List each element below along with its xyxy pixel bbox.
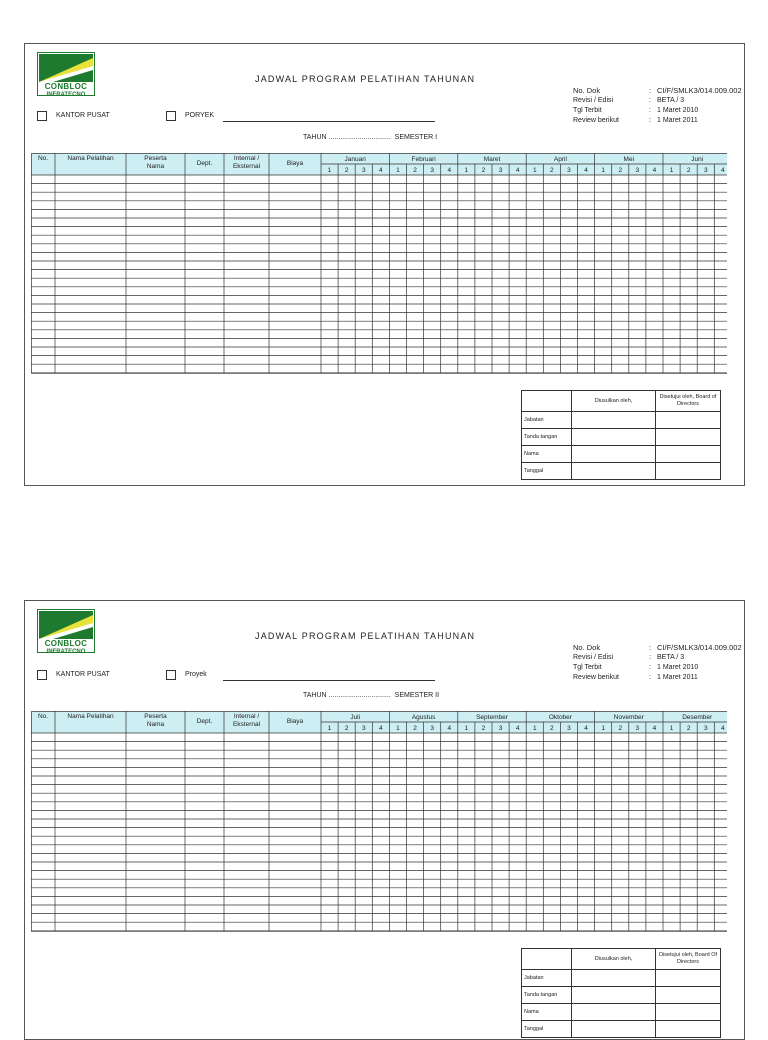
week-header: 4 <box>379 725 383 732</box>
company-logo <box>37 52 95 96</box>
week-header: 4 <box>652 725 657 732</box>
sig-cell[interactable] <box>656 1004 720 1020</box>
week-header: 1 <box>532 167 537 174</box>
week-header: 3 <box>498 167 503 174</box>
column-header: Peserta Nama <box>144 155 167 170</box>
week-header: 4 <box>515 725 520 732</box>
month-header: Desember <box>682 714 713 721</box>
sig-row-label: Tanggal <box>522 1021 572 1037</box>
sig-row-label: Jabatan <box>522 970 572 986</box>
kantor-pusat-label: KANTOR PUSAT <box>56 671 110 678</box>
sig-cell[interactable] <box>572 463 656 479</box>
month-header: November <box>613 714 644 721</box>
sig-row-label: Nama <box>522 446 572 462</box>
month-header: Februari <box>411 156 436 163</box>
proyek-label: Proyek <box>185 671 207 678</box>
semester-label: SEMESTER I <box>394 134 438 141</box>
week-header: 1 <box>601 167 605 174</box>
sig-cell[interactable] <box>656 412 720 428</box>
tahun-field[interactable]: TAHUN ................................ <box>303 134 391 141</box>
week-header: 3 <box>635 725 640 732</box>
signature-table <box>521 390 721 480</box>
semester-label: SEMESTER II <box>394 692 440 699</box>
approved-by-header: Disetujui oleh, Board of Directors <box>659 394 717 407</box>
week-header: 3 <box>498 725 503 732</box>
week-header: 3 <box>703 167 708 174</box>
sig-cell[interactable] <box>656 1021 720 1037</box>
schedule-table <box>31 153 727 379</box>
column-header: Dept. <box>196 160 213 167</box>
week-header: 2 <box>413 725 417 732</box>
week-header: 3 <box>361 167 366 174</box>
week-header: 1 <box>327 725 332 732</box>
sig-row-label: Tanda tangan <box>522 987 572 1003</box>
month-header: April <box>553 156 567 163</box>
sig-cell[interactable] <box>572 412 656 428</box>
tahun-semester <box>303 134 437 141</box>
sig-cell[interactable] <box>656 429 720 445</box>
logo-text-line2: INFRATECNO <box>46 92 86 98</box>
month-header: Maret <box>483 156 501 163</box>
sig-cell[interactable] <box>572 1004 656 1020</box>
tahun-semester <box>303 692 439 699</box>
form-title: JADWAL PROGRAM PELATIHAN TAHUNAN <box>255 631 476 641</box>
week-header: 1 <box>464 725 469 732</box>
week-header: 2 <box>550 167 554 174</box>
proyek-name-field[interactable] <box>223 680 435 681</box>
month-header: Mei <box>623 156 635 163</box>
week-header: 4 <box>379 167 383 174</box>
form-semester-2: CONBLOC INFRATECNO JADWAL PROGRAM PELATIHAN TAHUNAN No. Dok : CI/F/SMLK3/014.009.002 Revisi / Edisi : BETA / 3 Tgl Terbit : 1 Maret 2010 Review berikut : 1 Maret 2011 KANTOR PUSAT Proyek TAHUN ................................ SEMESTER II No. Nama Pelatihan Peserta Nama Dept. Internal / Eksternal Biaya Juli 1 2 3 4 Agustus 1 2 3 4 September 1 2 3 4 Oktober 1 2 3 4 November 1 2 3 4 Desember 1 2 3 4 Diusulkan oleh, Disetujui oleh, Board Of Directors Jabatan Tanda tangan Nama Tanggal <box>24 600 745 1040</box>
month-header: Juni <box>691 156 704 163</box>
logo-text-line1: CONBLOC <box>44 82 88 91</box>
sig-row-label: Nama <box>522 1004 572 1020</box>
sig-cell[interactable] <box>656 446 720 462</box>
week-header: 1 <box>669 167 674 174</box>
week-header: 1 <box>327 167 332 174</box>
column-header: Nama Pelatihan <box>67 713 114 720</box>
sig-row-label: Jabatan <box>522 412 572 428</box>
week-header: 1 <box>396 167 400 174</box>
month-header: Oktober <box>548 714 572 721</box>
column-header: Biaya <box>286 718 304 725</box>
proposed-by-header: Diusulkan oleh, <box>572 391 656 411</box>
week-header: 3 <box>567 167 571 174</box>
column-header: Internal / Eksternal <box>232 155 261 170</box>
week-header: 3 <box>635 167 640 174</box>
tahun-field[interactable]: TAHUN ................................ <box>303 692 391 699</box>
column-header: No. <box>37 713 49 720</box>
column-header: Biaya <box>286 160 304 167</box>
week-header: 3 <box>567 725 571 732</box>
column-header: Peserta Nama <box>144 713 167 728</box>
month-header: Juli <box>350 714 361 721</box>
form-semester-1: CONBLOC INFRATECNO JADWAL PROGRAM PELATIHAN TAHUNAN No. Dok : CI/F/SMLK3/014.009.002 Revisi / Edisi : BETA / 3 Tgl Terbit : 1 Maret 2010 Review berikut : 1 Maret 2011 KANTOR PUSAT PORYEK TAHUN ................................ SEMESTER I No. Nama Pelatihan Peserta Nama Dept. Internal / Eksternal Biaya Januari 1 2 3 4 Februari 1 2 3 4 Maret 1 2 3 4 April 1 2 3 4 Mei 1 2 3 4 Juni 1 2 3 4 Diusulkan oleh, Disetujui oleh, Board of Directors Jabatan Tanda tangan Nama Tanggal <box>24 43 745 486</box>
week-header: 3 <box>430 167 434 174</box>
week-header: 2 <box>618 725 623 732</box>
kantor-pusat-label: KANTOR PUSAT <box>56 112 110 119</box>
sig-cell[interactable] <box>656 970 720 986</box>
logo-text-line2: INFRATECNO <box>46 649 86 655</box>
week-header: 1 <box>464 167 469 174</box>
month-header: September <box>476 714 508 721</box>
sig-cell[interactable] <box>572 970 656 986</box>
week-header: 2 <box>550 725 554 732</box>
week-header: 4 <box>721 725 725 732</box>
week-header: 4 <box>584 725 588 732</box>
column-header: Internal / Eksternal <box>232 713 261 728</box>
month-header: Januari <box>344 156 366 163</box>
week-header: 2 <box>481 725 486 732</box>
proyek-checkbox[interactable] <box>166 111 176 121</box>
sig-cell[interactable] <box>572 987 656 1003</box>
proyek-label: PORYEK <box>185 112 215 119</box>
form-title: JADWAL PROGRAM PELATIHAN TAHUNAN <box>255 74 476 84</box>
sig-cell[interactable] <box>572 446 656 462</box>
sig-row-label: Tanggal <box>522 463 572 479</box>
sig-cell[interactable] <box>572 1021 656 1037</box>
company-logo <box>37 609 95 653</box>
approved-by-header: Disetujui oleh, Board Of Directors <box>658 952 718 965</box>
schedule-table <box>31 711 727 937</box>
sig-cell[interactable] <box>572 429 656 445</box>
kantor-pusat-checkbox[interactable] <box>37 111 47 121</box>
kantor-pusat-checkbox[interactable] <box>37 670 47 680</box>
week-header: 1 <box>532 725 537 732</box>
proyek-checkbox[interactable] <box>166 670 176 680</box>
week-header: 2 <box>618 167 623 174</box>
week-header: 2 <box>413 167 417 174</box>
week-header: 2 <box>344 167 349 174</box>
week-header: 2 <box>481 167 486 174</box>
logo-mark-icon <box>39 611 93 639</box>
week-header: 2 <box>344 725 349 732</box>
week-header: 4 <box>515 167 520 174</box>
sig-cell[interactable] <box>656 463 720 479</box>
week-header: 3 <box>430 725 434 732</box>
week-header: 1 <box>601 725 605 732</box>
logo-mark-icon <box>39 54 93 82</box>
column-header: Dept. <box>196 718 213 725</box>
week-header: 2 <box>686 725 691 732</box>
week-header: 4 <box>584 167 588 174</box>
week-header: 3 <box>703 725 708 732</box>
column-header: No. <box>37 155 49 162</box>
proyek-name-field[interactable] <box>223 121 435 122</box>
week-header: 4 <box>652 167 657 174</box>
week-header: 1 <box>396 725 400 732</box>
week-header: 4 <box>721 167 725 174</box>
signature-table <box>521 948 721 1038</box>
week-header: 3 <box>361 725 366 732</box>
sig-cell[interactable] <box>656 987 720 1003</box>
column-header: Nama Pelatihan <box>67 155 114 162</box>
logo-text-line1: CONBLOC <box>44 639 88 648</box>
proposed-by-header: Diusulkan oleh, <box>572 949 656 969</box>
week-header: 2 <box>686 167 691 174</box>
week-header: 4 <box>447 167 452 174</box>
week-header: 4 <box>447 725 452 732</box>
month-header: Agustus <box>411 714 436 721</box>
sig-row-label: Tanda tangan <box>522 429 572 445</box>
week-header: 1 <box>669 725 674 732</box>
